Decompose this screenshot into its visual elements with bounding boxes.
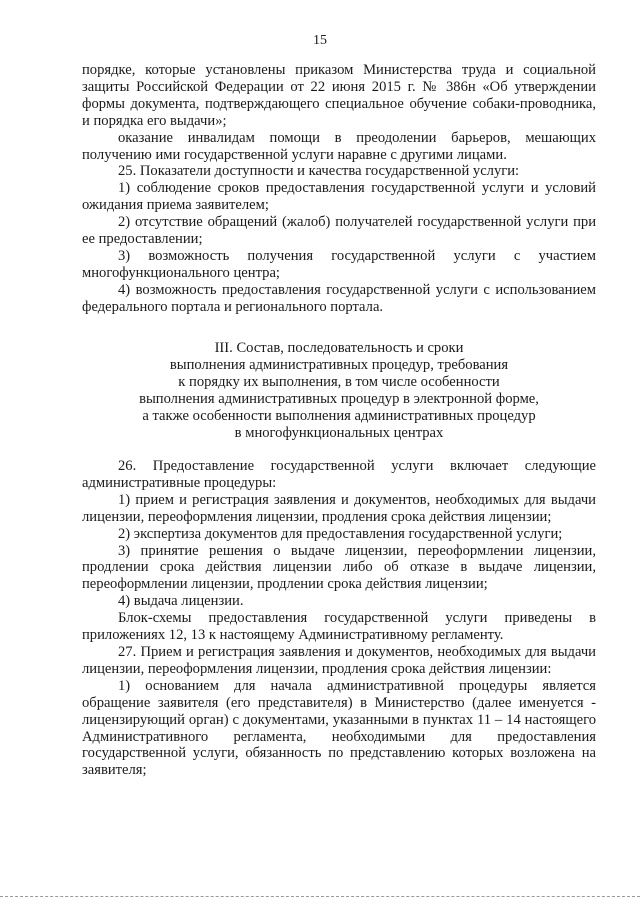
paragraph: 1) основанием для начала административной процедуры является обращение заявителя (его представителя) в Министерство (далее именуется - лицензирующий орган) с документами, указанными в пунктах 11 – 14 настоящего Административного регламента, необходимыми для предоставления государственной услуги, обязанность по представлению которых возложена на заявителя; <box>82 677 596 779</box>
paragraph: оказание инвалидам помощи в преодолении барьеров, мешающих получению ими государственной услуги наравне с другими лицами. <box>82 129 596 163</box>
paragraph: 27. Прием и регистрация заявления и документов, необходимых для выдачи лицензии, переоформления лицензии, продления срока действия лицензии: <box>82 643 596 677</box>
page-edge-divider <box>0 896 640 897</box>
paragraph: 26. Предоставление государственной услуги включает следующие административные процедуры: <box>82 458 596 491</box>
paragraph: 3) принятие решения о выдаче лицензии, переоформлении лицензии, продлении срока действия лицензии либо об отказе в выдаче лицензии, переоформлении лицензии, продлении срока действия лицензии; <box>82 542 596 593</box>
section-heading-line: выполнения административных процедур, требования <box>169 356 509 373</box>
section-heading-line: к порядку их выполнения, в том числе особенности <box>178 373 500 390</box>
section-heading <box>82 340 596 441</box>
paragraph: 1) соблюдение сроков предоставления государственной услуги и условий ожидания приема заявителем; <box>82 180 596 214</box>
body-text-top <box>82 62 596 316</box>
page-number: 15 <box>313 33 327 48</box>
paragraph: 2) экспертиза документов для предоставления государственной услуги; <box>118 525 563 542</box>
paragraph: 3) возможность получения государственной услуги с участием многофункционального центра; <box>82 247 596 281</box>
paragraph: 1) прием и регистрация заявления и документов, необходимых для выдачи лицензии, переоформления лицензии, продления срока действия лицензии; <box>82 491 596 525</box>
paragraph: Блок-схемы предоставления государственной услуги приведены в приложениях 12, 13 к настоящему Административному регламенту. <box>82 610 596 644</box>
section-heading-line: в многофункциональных центрах <box>234 424 444 441</box>
section-heading-line: а также особенности выполнения административных процедур <box>142 407 536 424</box>
paragraph: 4) выдача лицензии. <box>118 593 244 610</box>
section-heading-line: III. Состав, последовательность и сроки <box>214 340 464 356</box>
paragraph: 2) отсутствие обращений (жалоб) получателей государственной услуги при ее предоставлении; <box>82 214 596 248</box>
paragraph: 25. Показатели доступности и качества государственной услуги: <box>118 163 520 180</box>
section-heading-line: выполнения административных процедур в электронной форме, <box>139 390 539 407</box>
body-text-bottom <box>82 458 596 779</box>
paragraph: порядке, которые установлены приказом Министерства труда и социальной защиты Российской Федерации от 22 июня 2015 г. № 386н «Об утверждении формы документа, подтверждающего специальное обучение собаки-проводника, и порядка его выдачи»; <box>82 62 596 129</box>
paragraph: 4) возможность предоставления государственной услуги с использованием федерального портала и регионального портала. <box>82 281 596 315</box>
